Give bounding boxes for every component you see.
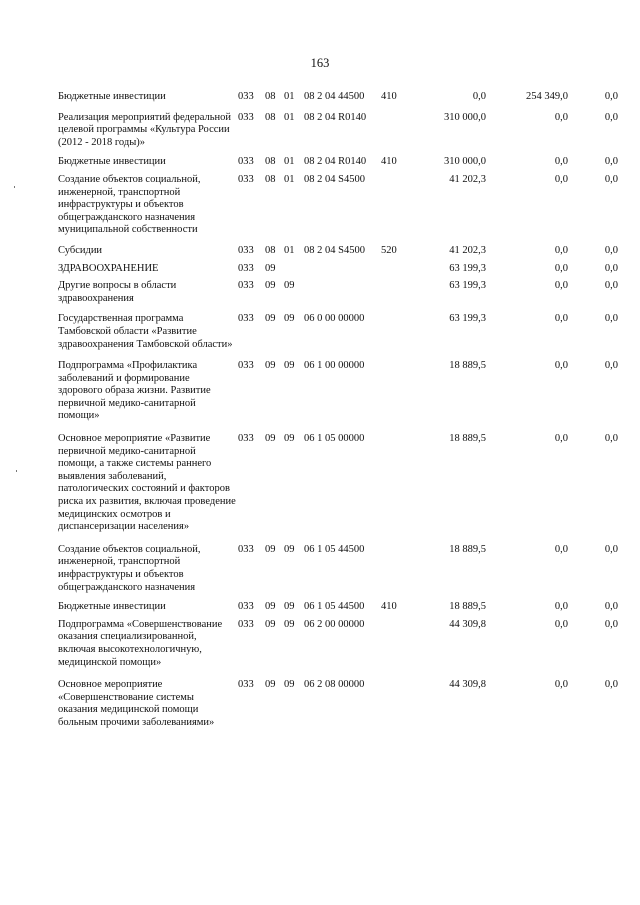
row-amount-3: 0,0 bbox=[604, 360, 618, 372]
row-rz: 09 bbox=[265, 262, 276, 274]
row-amount-2: 0,0 bbox=[554, 360, 568, 372]
row-pr: 01 bbox=[284, 173, 295, 185]
row-csr: 06 2 08 00000 bbox=[304, 679, 365, 691]
table-row bbox=[58, 156, 618, 169]
row-amount-3: 0,0 bbox=[604, 244, 618, 256]
row-amount-3: 0,0 bbox=[604, 679, 618, 691]
row-amount-2: 0,0 bbox=[554, 111, 568, 123]
row-ved: 033 bbox=[238, 111, 254, 123]
row-pr: 09 bbox=[284, 280, 295, 292]
table-row bbox=[58, 174, 618, 237]
page-number: 163 bbox=[310, 56, 330, 70]
row-pr: 09 bbox=[284, 679, 295, 691]
row-amount-1: 18 889,5 bbox=[449, 433, 486, 445]
row-name: Создание объектов социальной, инженерной, транспортной инфраструктуры и объектов общегражданского назначения bbox=[58, 543, 201, 593]
row-name: Бюджетные инвестиции bbox=[58, 91, 166, 102]
row-pr: 01 bbox=[284, 156, 295, 168]
row-rz: 08 bbox=[265, 156, 276, 168]
row-rz: 09 bbox=[265, 679, 276, 691]
table-row bbox=[58, 360, 618, 423]
row-ved: 033 bbox=[238, 173, 254, 185]
row-amount-1: 310 000,0 bbox=[444, 156, 486, 168]
scan-speck bbox=[14, 186, 15, 188]
scan-speck bbox=[16, 470, 17, 472]
table-row bbox=[58, 601, 618, 614]
row-amount-2: 0,0 bbox=[554, 262, 568, 274]
row-rz: 08 bbox=[265, 173, 276, 185]
row-name: Реализация мероприятий федеральной целевой программы «Культура России (2012 - 2018 годы)» bbox=[58, 111, 232, 148]
row-amount-1: 18 889,5 bbox=[449, 543, 486, 555]
row-ved: 033 bbox=[238, 601, 254, 613]
table-row bbox=[58, 433, 618, 534]
row-ved: 033 bbox=[238, 262, 254, 274]
row-ved: 033 bbox=[238, 360, 254, 372]
row-amount-2: 0,0 bbox=[554, 173, 568, 185]
row-amount-1: 18 889,5 bbox=[449, 601, 486, 613]
row-rz: 09 bbox=[265, 360, 276, 372]
row-amount-2: 0,0 bbox=[554, 543, 568, 555]
row-name: Бюджетные инвестиции bbox=[58, 156, 166, 168]
row-amount-2: 0,0 bbox=[554, 244, 568, 256]
row-amount-3: 0,0 bbox=[604, 262, 618, 274]
row-name: Бюджетные инвестиции bbox=[58, 601, 166, 613]
row-ved: 033 bbox=[238, 156, 254, 168]
row-csr: 06 0 00 00000 bbox=[304, 313, 365, 325]
row-csr: 06 2 00 00000 bbox=[304, 618, 365, 630]
row-amount-2: 254 349,0 bbox=[526, 91, 568, 102]
row-amount-3: 0,0 bbox=[604, 173, 618, 185]
row-ved: 033 bbox=[238, 679, 254, 691]
row-amount-2: 0,0 bbox=[554, 313, 568, 325]
row-pr: 01 bbox=[284, 111, 295, 123]
row-csr: 08 2 04 S4500 bbox=[304, 173, 365, 185]
row-vr: 410 bbox=[381, 91, 397, 102]
row-amount-3: 0,0 bbox=[604, 156, 618, 168]
row-name: Государственная программа Тамбовской области «Развитие здравоохранения Тамбовской области» bbox=[58, 313, 233, 350]
row-amount-2: 0,0 bbox=[554, 679, 568, 691]
row-csr: 06 1 00 00000 bbox=[304, 360, 365, 372]
row-amount-2: 0,0 bbox=[554, 433, 568, 445]
row-ved: 033 bbox=[238, 91, 254, 102]
row-amount-3: 0,0 bbox=[604, 280, 618, 292]
row-amount-1: 0,0 bbox=[472, 91, 486, 102]
row-vr: 520 bbox=[381, 244, 397, 256]
row-name: ЗДРАВООХРАНЕНИЕ bbox=[58, 262, 159, 274]
row-amount-2: 0,0 bbox=[554, 280, 568, 292]
row-csr: 08 2 04 R0140 bbox=[304, 111, 367, 123]
row-pr: 09 bbox=[284, 543, 295, 555]
row-pr: 09 bbox=[284, 360, 295, 372]
row-amount-1: 41 202,3 bbox=[449, 173, 486, 185]
row-name: Создание объектов социальной, инженерной, транспортной инфраструктуры и объектов общегражданского назначения муниципальной собственности bbox=[58, 173, 201, 236]
table-row bbox=[58, 112, 618, 150]
row-ved: 033 bbox=[238, 244, 254, 256]
table-row bbox=[58, 245, 618, 258]
row-pr: 01 bbox=[284, 244, 295, 256]
row-csr: 08 2 04 S4500 bbox=[304, 244, 365, 256]
row-amount-3: 0,0 bbox=[604, 601, 618, 613]
row-amount-1: 44 309,8 bbox=[449, 618, 486, 630]
row-rz: 09 bbox=[265, 433, 276, 445]
row-amount-3: 0,0 bbox=[604, 111, 618, 123]
row-amount-3: 0,0 bbox=[604, 313, 618, 325]
row-csr: 08 2 04 R0140 bbox=[304, 156, 367, 168]
row-name: Основное мероприятие «Развитие первичной медико-санитарной помощи, а также системы раннего выявления заболеваний, патологических состояний и факторов риска их развития, включая проведение медицинских осмотров и диспансеризации населения» bbox=[58, 433, 236, 533]
row-rz: 09 bbox=[265, 280, 276, 292]
row-name: Подпрограмма «Профилактика заболеваний и формирование здорового образа жизни. Развитие первичной медико-санитарной помощи» bbox=[58, 360, 211, 422]
row-amount-1: 18 889,5 bbox=[449, 360, 486, 372]
row-amount-1: 44 309,8 bbox=[449, 679, 486, 691]
row-ved: 033 bbox=[238, 618, 254, 630]
row-ved: 033 bbox=[238, 543, 254, 555]
row-csr: 06 1 05 44500 bbox=[304, 543, 365, 555]
row-pr: 09 bbox=[284, 313, 295, 325]
table-row bbox=[58, 263, 618, 276]
row-amount-1: 63 199,3 bbox=[449, 280, 486, 292]
row-pr: 01 bbox=[284, 91, 295, 102]
row-ved: 033 bbox=[238, 280, 254, 292]
table-row bbox=[58, 313, 618, 351]
row-rz: 09 bbox=[265, 313, 276, 325]
row-rz: 09 bbox=[265, 543, 276, 555]
table-row bbox=[58, 619, 618, 669]
table-row bbox=[58, 91, 618, 104]
row-amount-3: 0,0 bbox=[604, 543, 618, 555]
row-amount-2: 0,0 bbox=[554, 618, 568, 630]
row-ved: 033 bbox=[238, 313, 254, 325]
table-row bbox=[58, 544, 618, 594]
row-name: Подпрограмма «Совершенствование оказания специализированной, включая высокотехнологичную, медицинской помощи» bbox=[58, 618, 223, 668]
row-pr: 09 bbox=[284, 601, 295, 613]
row-amount-1: 63 199,3 bbox=[449, 313, 486, 325]
row-amount-1: 41 202,3 bbox=[449, 244, 486, 256]
row-rz: 08 bbox=[265, 91, 276, 102]
row-rz: 09 bbox=[265, 601, 276, 613]
row-name: Другие вопросы в области здравоохранения bbox=[58, 280, 177, 304]
row-name: Основное мероприятие «Совершенствование системы оказания медицинской помощи больным прочими заболеваниями» bbox=[58, 679, 215, 728]
row-csr: 06 1 05 00000 bbox=[304, 433, 365, 445]
budget-table bbox=[58, 91, 618, 730]
row-amount-1: 63 199,3 bbox=[449, 262, 486, 274]
row-amount-2: 0,0 bbox=[554, 601, 568, 613]
row-rz: 09 bbox=[265, 618, 276, 630]
row-amount-3: 0,0 bbox=[604, 91, 618, 102]
row-amount-1: 310 000,0 bbox=[444, 111, 486, 123]
row-name: Субсидии bbox=[58, 244, 103, 256]
row-pr: 09 bbox=[284, 618, 295, 630]
row-csr: 06 1 05 44500 bbox=[304, 601, 365, 613]
row-csr: 08 2 04 44500 bbox=[304, 91, 365, 102]
row-amount-3: 0,0 bbox=[604, 433, 618, 445]
row-pr: 09 bbox=[284, 433, 295, 445]
row-vr: 410 bbox=[381, 156, 397, 168]
row-ved: 033 bbox=[238, 433, 254, 445]
row-rz: 08 bbox=[265, 111, 276, 123]
row-amount-2: 0,0 bbox=[554, 156, 568, 168]
table-row bbox=[58, 679, 618, 729]
row-vr: 410 bbox=[381, 601, 397, 613]
table-row bbox=[58, 280, 618, 305]
row-rz: 08 bbox=[265, 244, 276, 256]
row-amount-3: 0,0 bbox=[604, 618, 618, 630]
